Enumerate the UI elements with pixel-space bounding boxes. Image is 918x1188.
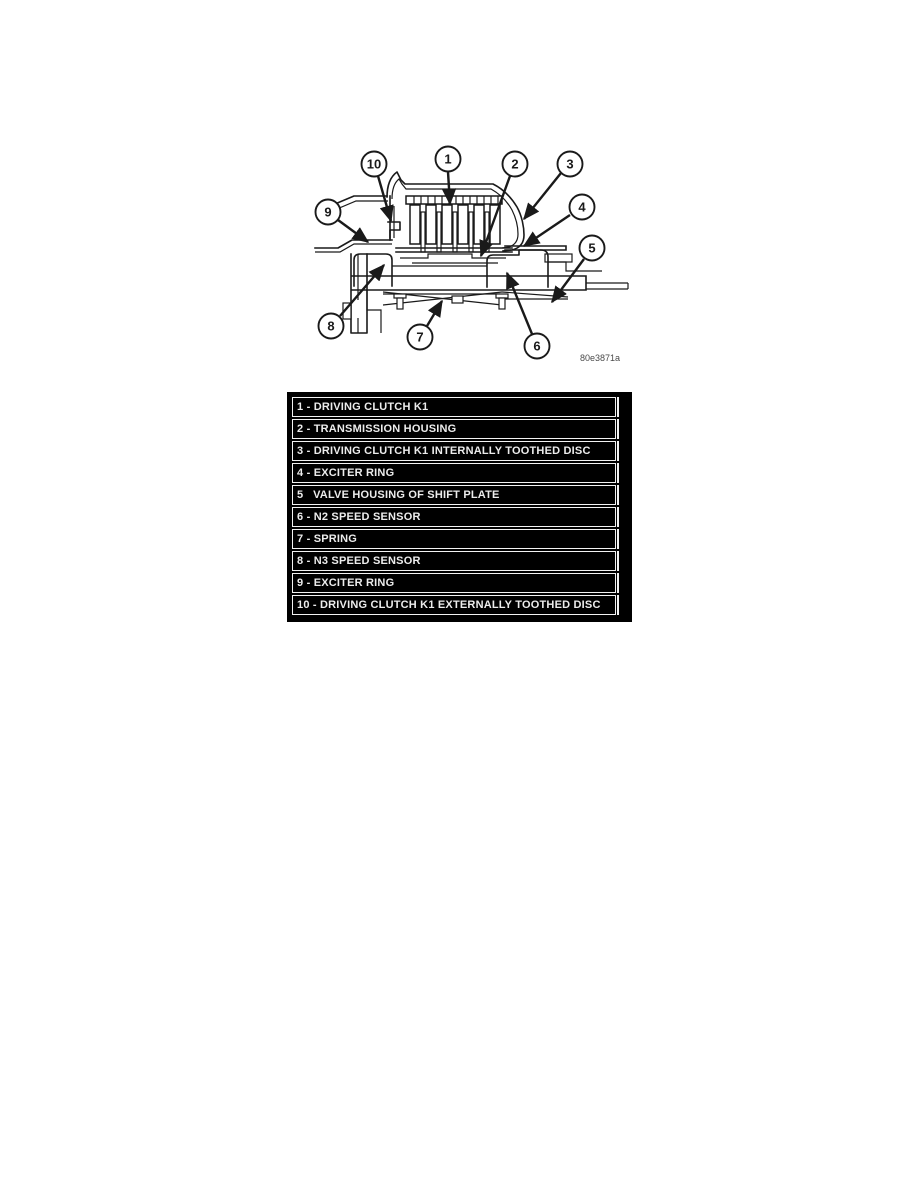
callout-5: [580, 236, 605, 261]
legend-right-spacer: [617, 397, 627, 417]
arrow-part-7: [427, 301, 442, 326]
legend-label-9: 9 - EXCITER RING: [292, 573, 616, 593]
legend-label-4: 4 - EXCITER RING: [292, 463, 616, 483]
callout-5-number: 5: [588, 240, 596, 256]
legend-label-3: 3 - DRIVING CLUTCH K1 INTERNALLY TOOTHED DISC: [292, 441, 616, 461]
shift-plate-underside: [383, 292, 568, 309]
legend-row-6: [292, 507, 627, 527]
clutch-cross-section-diagram: [290, 125, 640, 375]
callout-3: [558, 152, 583, 177]
legend-table: [287, 392, 632, 622]
legend-row-2: [292, 419, 627, 439]
callout-9-number: 9: [324, 204, 332, 220]
figure-code: 80e3871a: [579, 353, 620, 363]
callout-2-number: 2: [511, 156, 519, 172]
callout-8-number: 8: [327, 318, 335, 334]
legend-row-10: [292, 595, 627, 615]
legend-right-spacer: [617, 463, 627, 483]
callout-7-number: 7: [416, 329, 424, 345]
callout-4: [570, 195, 595, 220]
callout-2: [503, 152, 528, 177]
legend-right-spacer: [617, 441, 627, 461]
callout-3-number: 3: [566, 156, 574, 172]
legend-row-8: [292, 551, 627, 571]
legend-right-spacer: [617, 573, 627, 593]
legend-label-2: 2 - TRANSMISSION HOUSING: [292, 419, 616, 439]
callout-1: [436, 147, 461, 172]
legend-row-1: [292, 397, 627, 417]
housing-wall-left: [343, 254, 381, 333]
callout-4-number: 4: [578, 199, 586, 215]
clutch-pack: [396, 196, 512, 263]
arrow-part-9: [338, 220, 368, 242]
legend-label-5: 5 VALVE HOUSING OF SHIFT PLATE: [292, 485, 616, 505]
legend-row-5: [292, 485, 627, 505]
legend-row-9: [292, 573, 627, 593]
legend-right-spacer: [617, 595, 627, 615]
exciter-ring-left: [315, 240, 392, 252]
legend-right-spacer: [617, 529, 627, 549]
arrow-part-3: [524, 173, 561, 219]
legend-row-7: [292, 529, 627, 549]
legend-label-1: 1 - DRIVING CLUTCH K1: [292, 397, 616, 417]
callout-6-number: 6: [533, 338, 541, 354]
legend-right-spacer: [617, 551, 627, 571]
legend-row-3: [292, 441, 627, 461]
legend-label-7: 7 - SPRING: [292, 529, 616, 549]
callout-8: [319, 314, 344, 339]
legend-right-spacer: [617, 507, 627, 527]
arrow-part-6: [507, 273, 532, 334]
callout-9: [316, 200, 341, 225]
legend-row-4: [292, 463, 627, 483]
legend-label-10: 10 - DRIVING CLUTCH K1 EXTERNALLY TOOTHED DISC: [292, 595, 616, 615]
legend-label-6: 6 - N2 SPEED SENSOR: [292, 507, 616, 527]
arrow-part-5: [552, 259, 584, 302]
arrow-part-4: [524, 215, 570, 246]
n3-speed-sensor: [354, 254, 392, 286]
callout-10: [362, 152, 387, 177]
legend-right-spacer: [617, 419, 627, 439]
callout-10-number: 10: [366, 156, 382, 172]
callout-6: [525, 334, 550, 359]
callout-7: [408, 325, 433, 350]
legend-right-spacer: [617, 485, 627, 505]
callout-1-number: 1: [444, 151, 452, 167]
legend-label-8: 8 - N3 SPEED SENSOR: [292, 551, 616, 571]
valve-housing-slab: [352, 276, 628, 290]
